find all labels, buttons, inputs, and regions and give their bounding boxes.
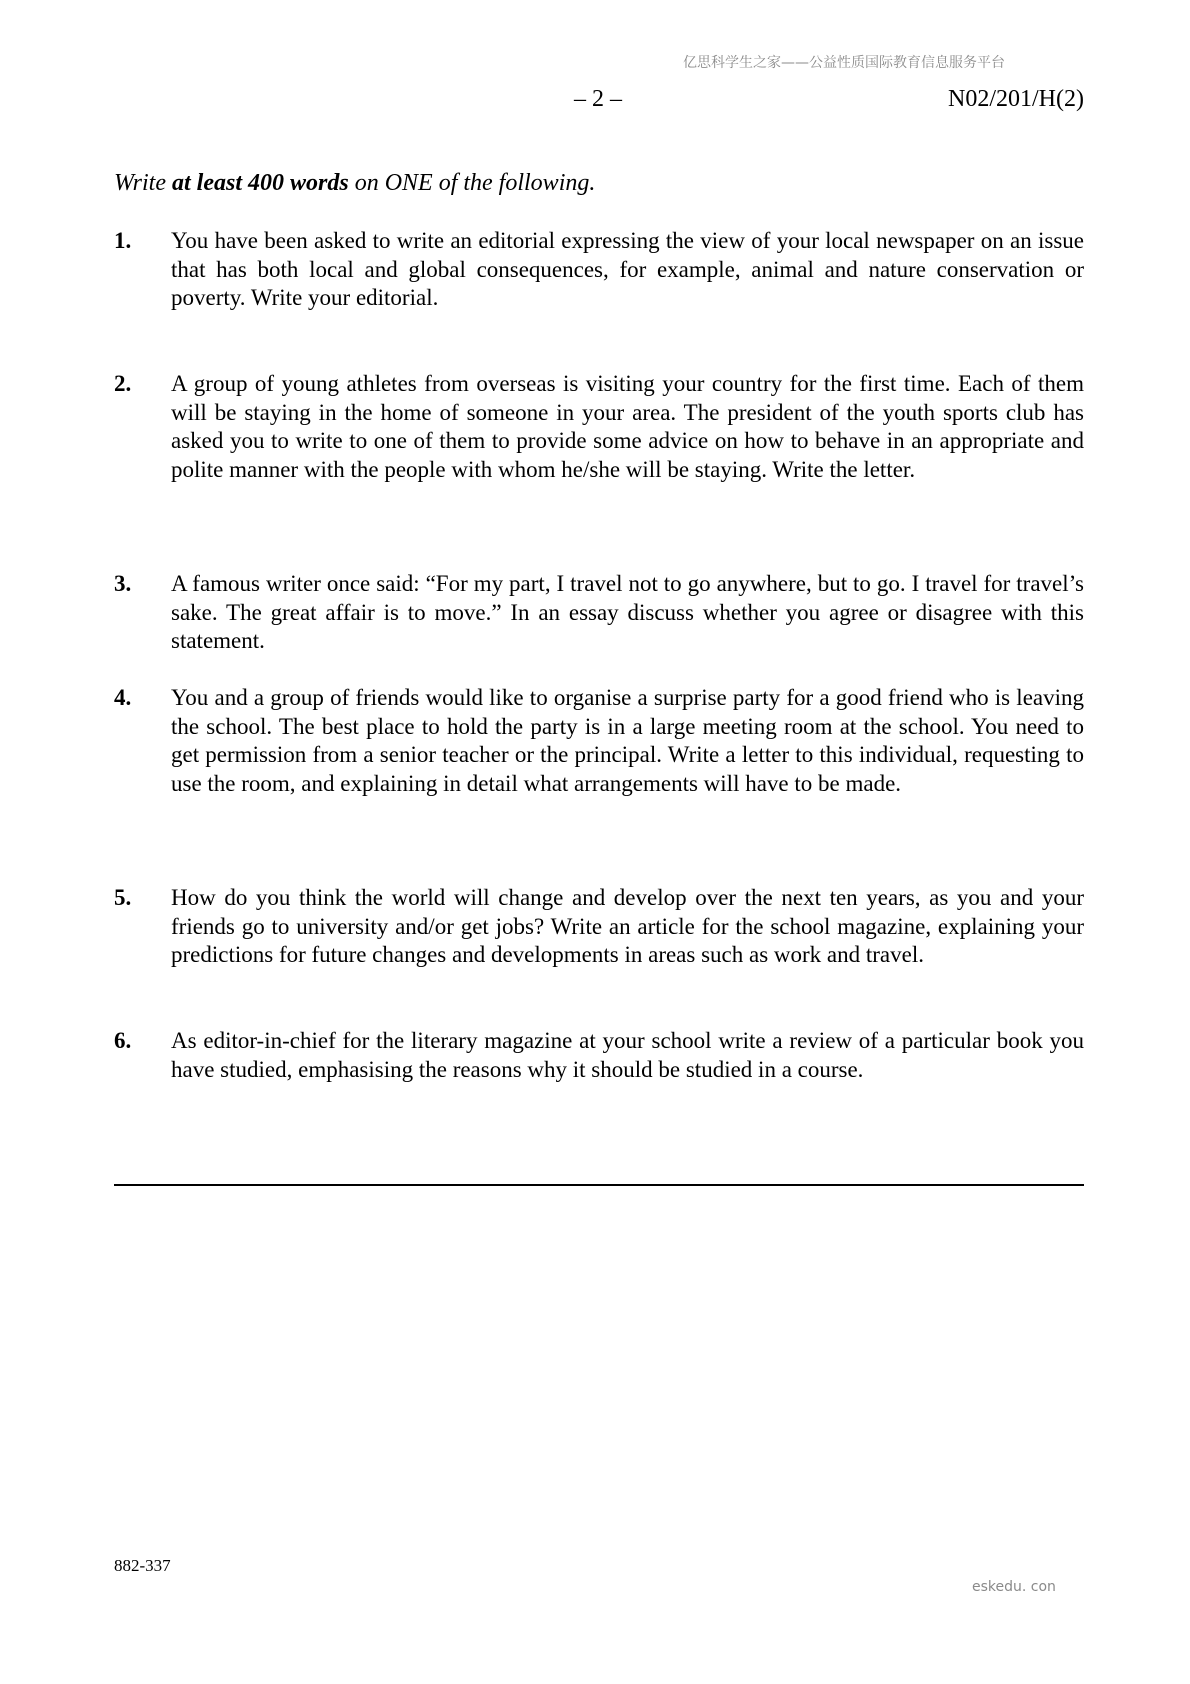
footer-code: 882-337 (114, 1556, 171, 1575)
watermark-text: 亿思科学生之家——公益性质国际教育信息服务平台 (683, 55, 1005, 71)
instruction-line (114, 170, 595, 197)
question-number: 1. (114, 228, 132, 253)
question-2 (114, 370, 1084, 484)
question-number: 6. (114, 1028, 132, 1053)
page-number: – 2 – (574, 86, 622, 112)
end-divider (114, 1184, 1084, 1186)
question-4 (114, 684, 1084, 798)
footer-site-watermark: eskedu. con (972, 1579, 1056, 1595)
question-3 (114, 570, 1084, 656)
instruction-emphasis: at least 400 words (172, 170, 349, 196)
question-text: How do you think the world will change and develop over the next ten years, as you and your friends go to university and/or get jobs? Write an article for the school magazine, explaining your predictions for future changes and developments in areas such as work and travel. (171, 885, 1084, 967)
question-number: 3. (114, 571, 132, 596)
instruction-prefix: Write (114, 170, 172, 196)
question-6 (114, 1027, 1084, 1084)
question-number: 5. (114, 885, 132, 910)
document-code: N02/201/H(2) (948, 86, 1084, 112)
question-text: You have been asked to write an editorial expressing the view of your local newspaper on an issue that has both local and global consequences, for example, animal and nature conservation or poverty. Write your editorial. (171, 228, 1084, 310)
question-number: 2. (114, 371, 132, 396)
question-text: You and a group of friends would like to organise a surprise party for a good friend who is leaving the school. The best place to hold the party is in a large meeting room at the school. You need to get permission from a senior teacher or the principal. Write a letter to this individual, requesting to use the room, and explaining in detail what arrangements will have to be made. (171, 685, 1084, 796)
question-text: A group of young athletes from overseas is visiting your country for the first time. Each of them will be staying in the home of someone in your area. The president of the youth sports club has asked you to write to one of them to provide some advice on how to behave in an appropriate and polite manner with the people with whom he/she will be staying. Write the letter. (171, 371, 1084, 482)
question-1 (114, 227, 1084, 313)
question-text: As editor-in-chief for the literary magazine at your school write a review of a particular book you have studied, emphasising the reasons why it should be studied in a course. (171, 1028, 1084, 1082)
instruction-suffix: on ONE of the following. (348, 170, 596, 196)
question-5 (114, 884, 1084, 970)
question-number: 4. (114, 685, 132, 710)
question-text: A famous writer once said: “For my part, I travel not to go anywhere, but to go. I travel for travel’s sake. The great affair is to move.” In an essay discuss whether you agree or disagree with this statement. (171, 571, 1084, 653)
